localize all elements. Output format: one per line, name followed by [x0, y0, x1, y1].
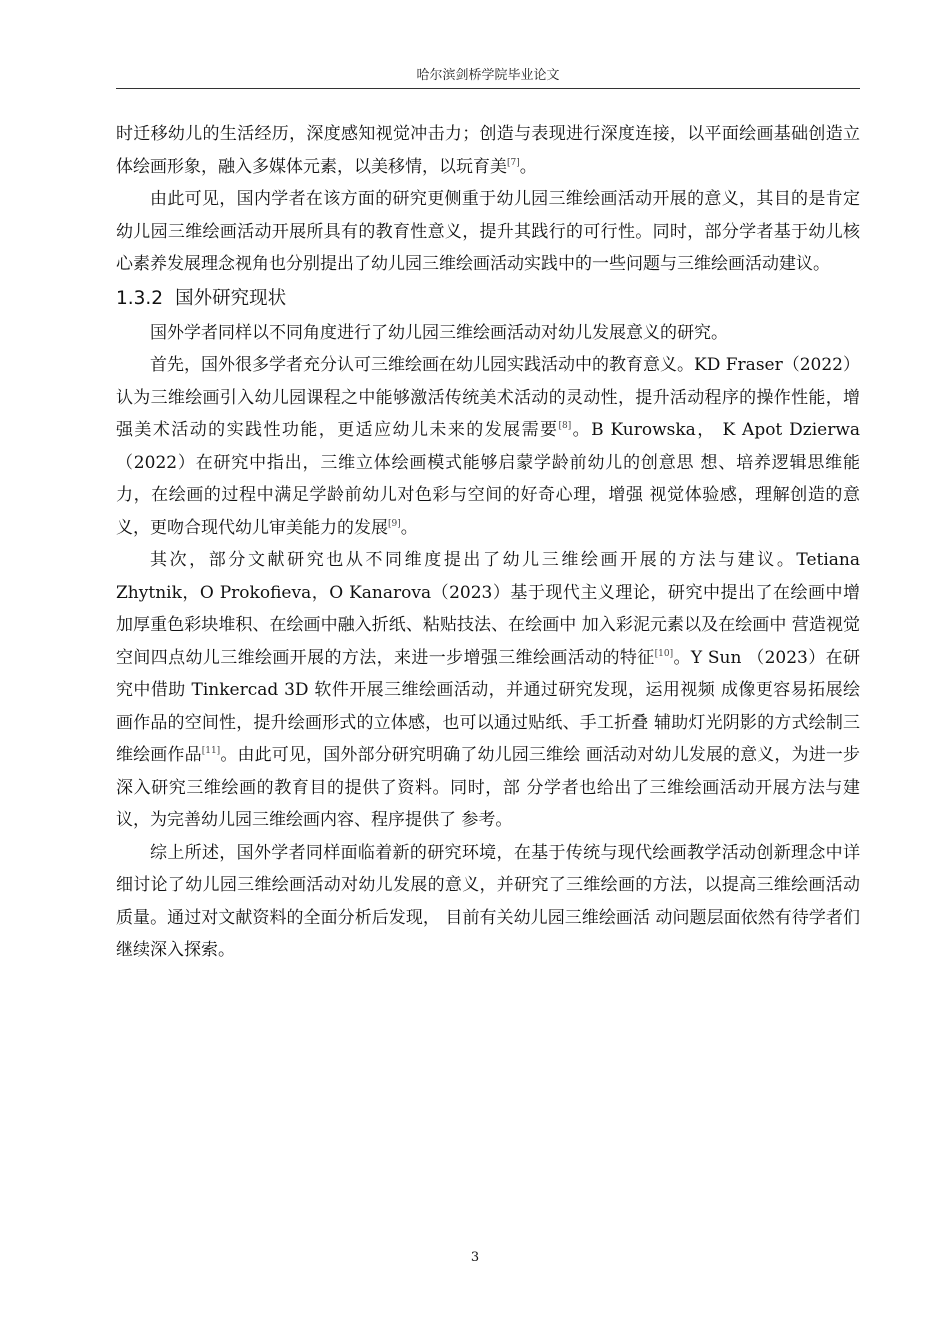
running-header: 哈尔滨剑桥学院毕业论文 — [416, 68, 560, 83]
paragraph-domestic-summary: 由此可见，国内学者在该方面的研究更侧重于幼儿园三维绘画活动开展的意义，其目的是肯定幼儿园三维绘画活动开展所具有的教育性意义，提升其践行的可行性。同时，部分学者基于幼儿核心素养发展理念视角也分别提出了幼儿园三维绘画活动实践中的一些问题与三维绘画活动建议。 — [116, 189, 860, 274]
section-title: 国外研究现状 — [175, 287, 287, 309]
paragraph-continued: 时迁移幼儿的生活经历，深度感知视觉冲击力；创造与表现进行深度连接，以平面绘画基础创造立体绘画形象，融入多媒体元素，以美移情，以玩育美[7]。 — [116, 124, 860, 177]
citation-8: [8] — [558, 421, 572, 431]
citation-11: [11] — [201, 746, 221, 756]
body-text — [116, 118, 860, 967]
citation-7: [7] — [507, 157, 520, 168]
paragraph-foreign-intro: 国外学者同样以不同角度进行了幼儿园三维绘画活动对幼儿发展意义的研究。 — [150, 322, 728, 343]
paragraph-first: 首先，国外很多学者充分认可三维绘画在幼儿园实践活动中的教育意义。KD Fraser（2022）认为三维绘画引入幼儿园课程之中能够激活传统美术活动的灵动性，提升活动程序的操作性能，增强美术活动的实践性功能，更适应幼儿未来的发展需要[8]。B Kurowska， K Apot Dzierwa（2022）在研究中指出，三维立体绘画模式能够启蒙学龄前幼儿的创意思 想、培养逻辑思维能力，在绘画的过程中满足学龄前幼儿对色彩与空间的好奇心理，增强 视觉体验感，理解创造的意义，更吻合现代幼儿审美能力的发展[9]。 — [116, 355, 861, 538]
paragraph-conclusion: 综上所述，国外学者同样面临着新的研究环境，在基于传统与现代绘画教学活动创新理念中详细讨论了幼儿园三维绘画活动对幼儿发展的意义，并研究了三维绘画的方法，以提高三维绘画活动质量。通过对文献资料的全面分析后发现， 目前有关幼儿园三维绘画活 动问题层面依然有待学者们继续深入探索。 — [116, 842, 860, 960]
citation-10: [10] — [654, 648, 674, 659]
header-divider — [116, 88, 860, 89]
page-number: 3 — [470, 1250, 480, 1265]
section-number: 1.3.2 — [116, 287, 164, 309]
citation-9: [9] — [388, 518, 401, 529]
section-heading — [116, 281, 860, 317]
paragraph-second: 其次，部分文献研究也从不同维度提出了幼儿三维绘画开展的方法与建议。Tetiana Zhytnik，O Prokofieva，O Kanarova（2023）基于现代主义理论，研究中提出了在绘画中增 加厚重色彩块堆积、在绘画中融入折纸、粘贴技法、在绘画中 加入彩泥元素以及在绘画中 营造视觉空间四点幼儿三维绘画开展的方法，来进一步增强三维绘画活动的特征[10]。Y Sun （2023）在研究中借助 Tinkercad 3D 软件开展三维绘画活动，并通过研究发现，运用视频 成像更容易拓展绘画作品的空间性，提升绘画形式的立体感，也可以通过贴纸、手工折叠 辅助灯光阴影的方式绘制三维绘画作品[11]。由此可见，国外部分研究明确了幼儿园三维绘 画活动对幼儿发展的意义，为进一步深入研究三维绘画的教育目的提供了资料。同时，部 分学者也给出了三维绘画活动开展方法与建议，为完善幼儿园三维绘画内容、程序提供了 参考。 — [116, 550, 861, 830]
